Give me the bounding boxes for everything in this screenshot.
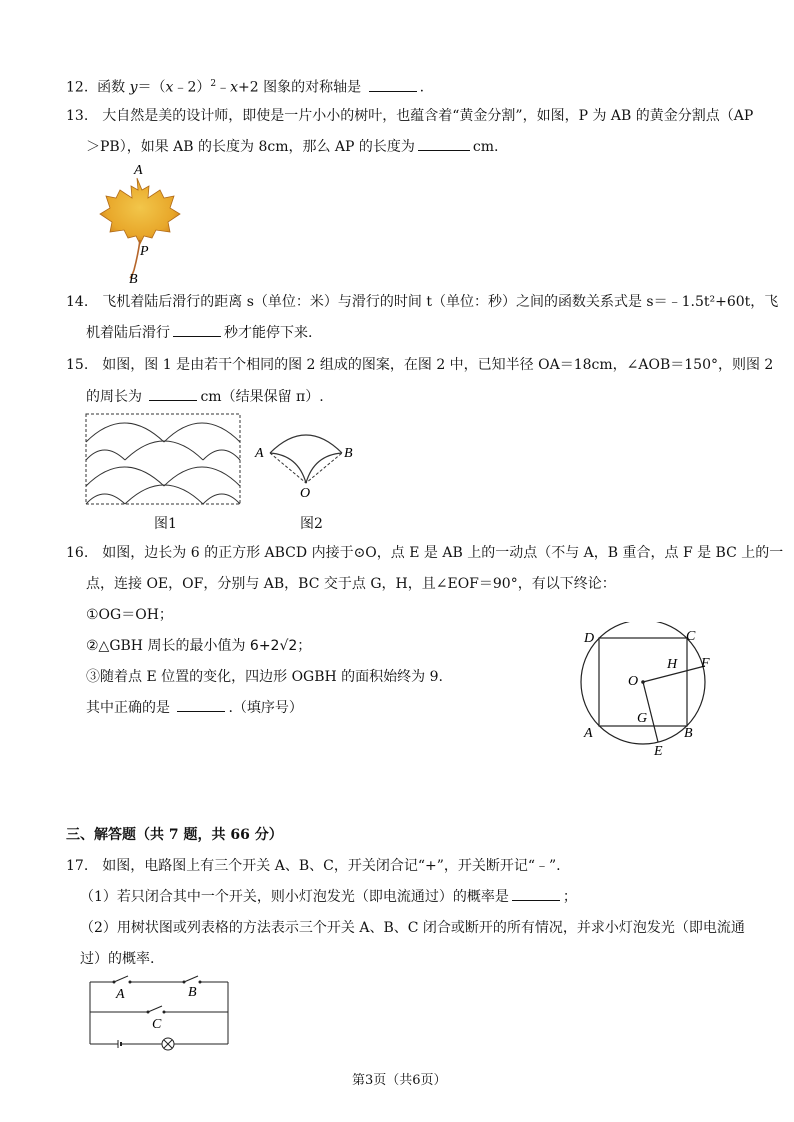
q16-line1: 16. 如图，边长为 6 的正方形 ABCD 内接于⊙O，点 E 是 AB 上的一动点（不与 A，B 重合，点 F 是 BC 上的一 — [66, 545, 784, 561]
point-G-label: G — [637, 711, 648, 726]
q17-sub1: （1）若只闭合其中一个开关，则小灯泡发光（即电流通过）的概率是 ； — [80, 889, 577, 905]
q15-line2: 的周长为 cm（结果保留 π）. — [86, 389, 324, 405]
q17-line1: 17. 如图，电路图上有三个开关 A、B、C，开关闭合记“+”，开关断开记“﹣”. — [66, 858, 561, 874]
q16-item1: ①OG＝OH； — [86, 607, 173, 623]
q12-line: 12. 函数 y＝（x﹣2）$^2$﹣x+2 图象的对称轴是 . — [66, 79, 425, 96]
point-B-label: B — [684, 726, 693, 741]
point-O-label: O — [628, 674, 639, 689]
q16-line2: 点，连接 OE，OF，分别与 AB，BC 交于点 G，H，且∠EOF＝90°，有以下终论： — [86, 576, 616, 592]
point-C-label: C — [686, 629, 696, 644]
point-H-label: H — [667, 657, 678, 672]
figure-2-shape — [250, 425, 360, 505]
figure-1-scales-pattern — [84, 412, 244, 508]
point-B-label: B — [344, 446, 353, 461]
point-A-label: A — [584, 726, 593, 741]
leaf-shape — [100, 178, 180, 244]
q14-line2: 机着陆后滑行 秒才能停下来. — [86, 325, 313, 341]
section-3-title: 三、解答题（共 7 题，共 66 分） — [66, 827, 283, 843]
q16-item3: ③随着点 E 位置的变化，四边形 OGBH 的面积始终为 9. — [86, 669, 443, 685]
figure-1-caption: 图1 — [154, 516, 177, 532]
q13-line1: 13. 大自然是美的设计师，即使是一片小小的树叶，也蕴含着“黄金分割”，如图，P 为 AB 的黄金分割点（AP — [66, 108, 754, 124]
circuit-diagram — [84, 972, 234, 1054]
q14-line1: 14. 飞机着陆后滑行的距离 s（单位：米）与滑行的时间 t（单位：秒）之间的函数关系式是 s＝﹣1.5t²+60t，飞 — [66, 294, 779, 310]
point-P-label: P — [140, 244, 149, 259]
figure-2-caption: 图2 — [300, 516, 323, 532]
square-circle-figure — [578, 622, 738, 762]
q16-item2: ②△GBH 周长的最小值为 6+2√2； — [86, 638, 312, 654]
point-F-label: F — [701, 656, 710, 671]
answer-blank[interactable] — [418, 138, 470, 151]
answer-blank[interactable] — [369, 79, 417, 92]
point-E-label: E — [654, 744, 663, 759]
maple-leaf-figure — [94, 160, 184, 285]
q13-line2: ＞PB），如果 AB 的长度为 8cm，那么 AP 的长度为 cm. — [86, 139, 499, 155]
answer-blank[interactable] — [177, 699, 225, 712]
q17-sub2-line2: 过）的概率. — [80, 951, 155, 967]
point-D-label: D — [584, 631, 595, 646]
switch-B-label: B — [188, 985, 197, 1000]
point-B-label: B — [129, 272, 138, 285]
answer-blank[interactable] — [173, 324, 221, 337]
answer-blank[interactable] — [149, 388, 197, 401]
point-A-label: A — [134, 163, 143, 178]
q16-answer: 其中正确的是 .（填序号） — [86, 700, 303, 716]
point-O-label: O — [300, 486, 311, 501]
switch-A-label: A — [116, 987, 125, 1002]
q17-sub2-line1: （2）用树状图或列表格的方法表示三个开关 A、B、C 闭合或断开的所有情况，并求小灯泡发光（即电流通 — [80, 920, 745, 936]
answer-blank[interactable] — [512, 888, 560, 901]
page-footer: 第3页（共6页） — [352, 1073, 447, 1088]
point-A-label: A — [255, 446, 264, 461]
q15-line1: 15. 如图，图 1 是由若干个相同的图 2 组成的图案，在图 2 中，已知半径 OA＝18cm，∠AOB＝150°，则图 2 — [66, 357, 774, 373]
switch-C-label: C — [152, 1017, 162, 1032]
